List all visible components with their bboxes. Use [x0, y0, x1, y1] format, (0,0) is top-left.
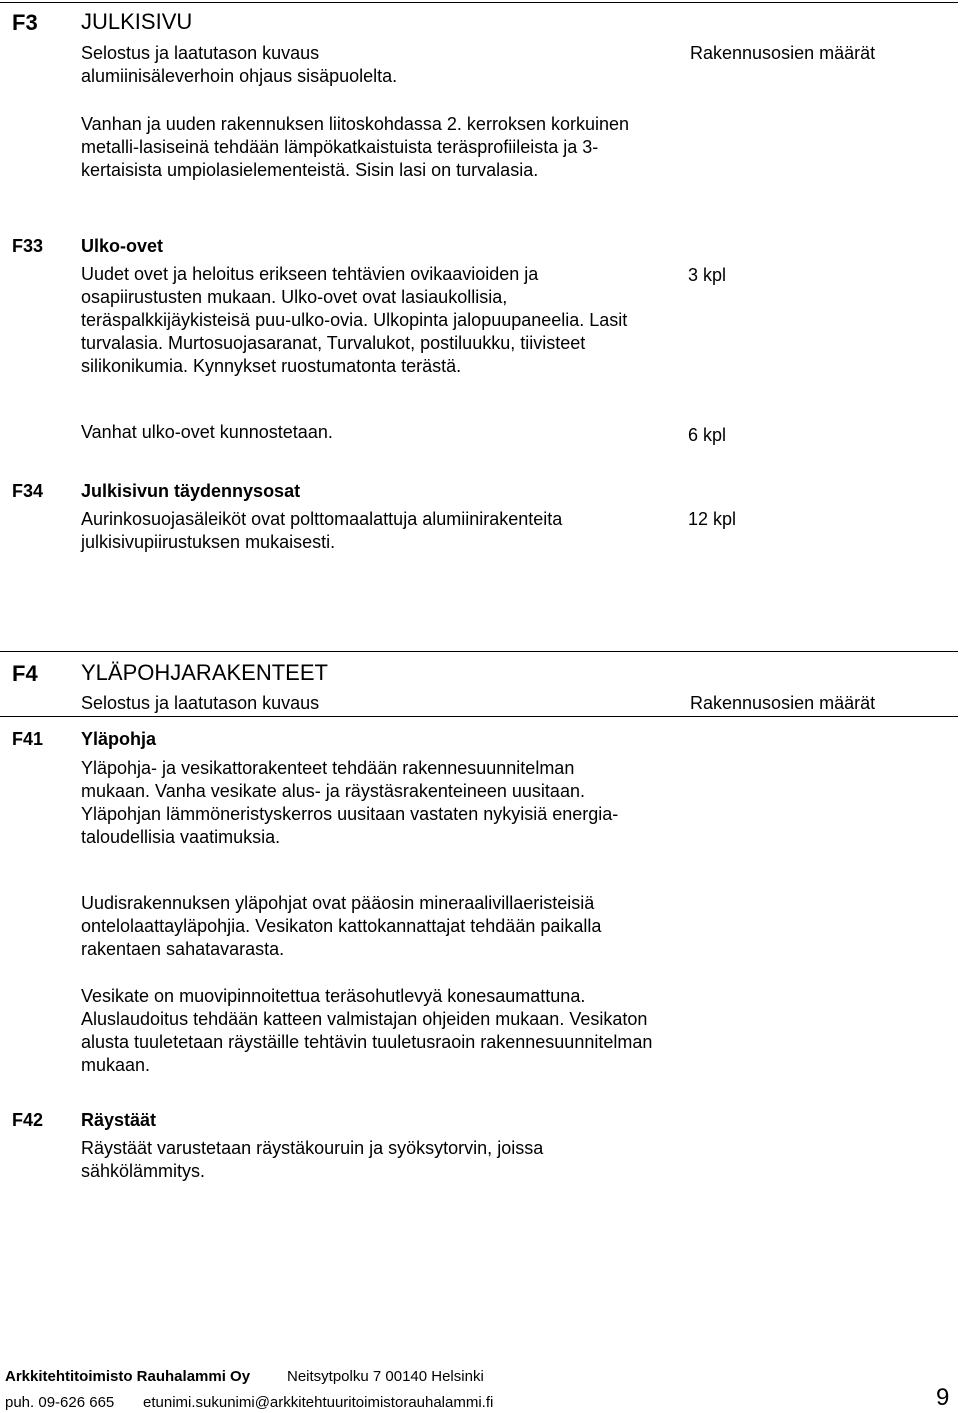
section-code-f4: F4 [12, 661, 38, 686]
f41-paragraph-2: Uudisrakennuksen yläpohjat ovat pääosin mineraalivillaeristeisiä ontelolaattayläpohjia. Vesikaton kattokannattajat tehdään paikalla rakentaen sahatavarasta. [81, 893, 602, 959]
f34-quantity: 12 kpl [688, 509, 737, 529]
section-title-f4: YLÄPOHJARAKENTEET [81, 660, 328, 685]
footer-email: etunimi.sukunimi@arkkitehtuuritoimistorauhalammi.fi [143, 1394, 494, 1411]
f3-paragraph: Vanhan ja uuden rakennuksen liitoskohdassa 2. kerroksen korkuinen metalli-lasiseinä tehdään lämpökatkaistuista teräsprofiileista ja 3-kertaisista umpiolasielementeistä. Sisin lasi on turvalasia. [81, 114, 630, 180]
f33-quantity-1: 3 kpl [688, 265, 727, 285]
f34-paragraph: Aurinkosuojasäleiköt ovat polttomaalattuja alumiinirakenteita julkisivupiirustuksen mukaisesti. [81, 509, 563, 552]
section-heading-f33: Ulko-ovet [81, 236, 164, 256]
f42-paragraph: Räystäät varustetaan räystäkouruin ja syöksytorvin, joissa sähkölämmitys. [81, 1138, 544, 1181]
f33-paragraph-1: Uudet ovet ja heloitus erikseen tehtävien ovikaavioiden ja osapiirustusten mukaan. Ulko-ovet ovat lasiaukollisia, teräspalkkijäykisteisä puu-ulko-ovia. Ulkopinta jalopuupaneelia. Lasit turvalasia. Murtosuojasaranat, Turvalukot, postiluukku, tiivisteet silikonikumia. Kynnykset ruostumatonta terästä. [81, 264, 628, 376]
section-heading-f42: Räystäät [81, 1110, 157, 1130]
section-heading-f41: Yläpohja [81, 729, 157, 749]
footer-company: Arkkitehtitoimisto Rauhalammi Oy [5, 1368, 251, 1385]
section-subtitle-f4: Selostus ja laatutason kuvaus [81, 693, 320, 713]
quantity-header-f4: Rakennusosien määrät [690, 693, 876, 713]
f33-quantity-2: 6 kpl [688, 425, 727, 445]
page-number: 9 [936, 1384, 950, 1411]
section-rule-f4 [0, 651, 958, 652]
f41-paragraph-1: Yläpohja- ja vesikattorakenteet tehdään rakennesuunnitelman mukaan. Vanha vesikate alus- ja räystäsrakenteineen uusitaan. Yläpohjan lämmöneristyskerros uusitaan vastaten nykyisiä energia-taloudellisia vaatimuksia. [81, 758, 619, 847]
section-code-f41: F41 [12, 729, 44, 749]
section-title-f3: JULKISIVU [81, 9, 193, 34]
section-heading-f34: Julkisivun täydennysosat [81, 481, 301, 501]
quantity-header-f3: Rakennusosien määrät [690, 43, 876, 63]
f33-paragraph-2: Vanhat ulko-ovet kunnostetaan. [81, 422, 333, 442]
header-rule-f4 [0, 716, 958, 717]
top-rule [0, 2, 958, 3]
f3-intro-line: alumiinisäleverhoin ohjaus sisäpuolelta. [81, 66, 398, 86]
footer-phone: puh. 09-626 665 [5, 1394, 115, 1411]
f41-paragraph-3: Vesikate on muovipinnoitettua teräsohutlevyä konesaumattuna. Aluslaudoitus tehdään katteen valmistajan ohjeiden mukaan. Vesikaton alusta tuuletetaan räystäille tehtävin tuuletusraoin rakennesuunnitelman mukaan. [81, 986, 653, 1075]
section-code-f42: F42 [12, 1110, 44, 1130]
footer-address: Neitsytpolku 7 00140 Helsinki [287, 1368, 484, 1385]
section-code-f33: F33 [12, 236, 44, 256]
section-code-f34: F34 [12, 481, 44, 501]
section-subtitle-f3: Selostus ja laatutason kuvaus [81, 43, 320, 63]
section-code-f3: F3 [12, 10, 38, 35]
